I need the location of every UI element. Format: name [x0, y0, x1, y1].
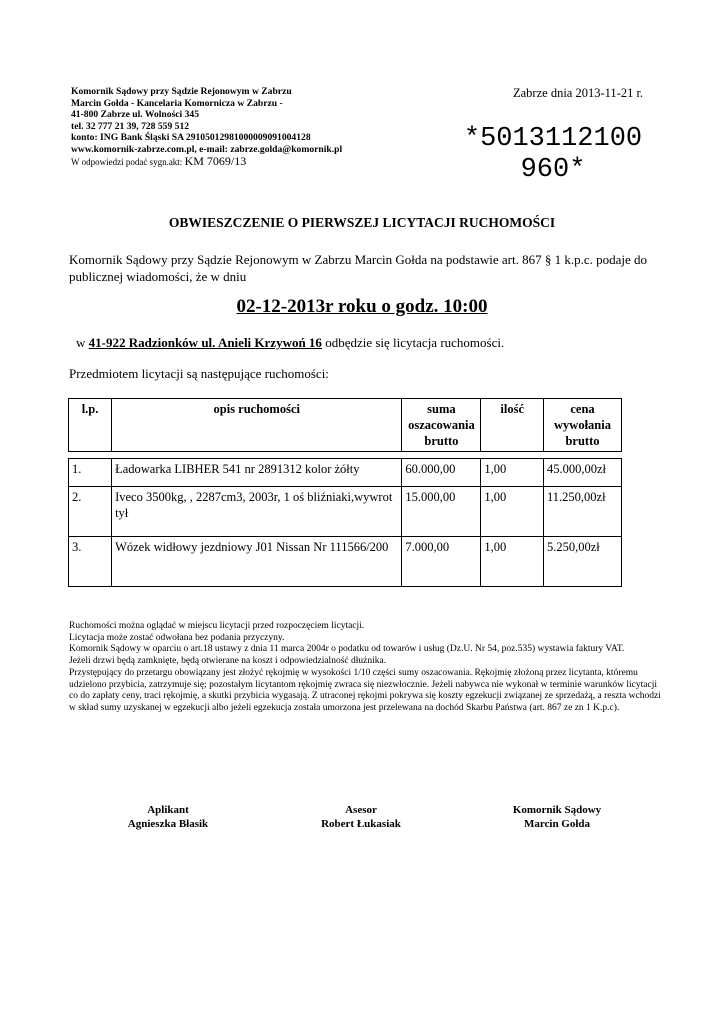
col-starting-price: cena wywołania brutto: [544, 399, 622, 452]
signature-name: Robert Łukasiak: [321, 818, 401, 830]
row-starting-price: 45.000,00zł: [544, 459, 622, 487]
location-prefix: w: [76, 335, 89, 350]
table-row: [69, 487, 622, 537]
signature-name: Agnieszka Błasik: [127, 818, 209, 830]
note-cancellation: Licytacja może zostać odwołana bez podania przyczyny.: [69, 632, 285, 643]
row-starting-price: 11.250,00zł: [544, 487, 622, 537]
auction-datetime: [0, 296, 724, 318]
signature-name: Marcin Gołda: [523, 818, 591, 830]
signature-applicant: [68, 803, 268, 831]
items-intro: Przedmiotem licytacji są następujące ruchomości:: [69, 366, 329, 381]
row-valuation: 60.000,00: [402, 459, 481, 487]
auction-datetime-text: 02-12-2013r roku o godz. 10:00: [236, 296, 488, 317]
note-doors: Jeżeli drzwi będą zamknięte, będą otwierane na koszt i odpowiedzialność dłużnika.: [69, 656, 387, 667]
row-quantity: 1,00: [481, 487, 544, 537]
row-starting-price: 5.250,00zł: [544, 537, 622, 587]
location-address: 41-922 Radzionków ul. Anieli Krzywoń 16: [88, 335, 322, 350]
row-valuation: 7.000,00: [402, 537, 481, 587]
table-row: [69, 537, 622, 587]
case-reference-label: W odpowiedzi podać sygn.akt:: [71, 156, 183, 167]
col-description: opis ruchomości: [112, 399, 402, 452]
items-table: [68, 458, 622, 587]
table-row: [69, 459, 622, 487]
col-lp: l.p.: [69, 399, 112, 452]
row-description: Iveco 3500kg, , 2287cm3, 2003r, 1 oś bliźniaki,wywrot tył: [112, 487, 402, 537]
intro-paragraph: Komornik Sądowy przy Sądzie Rejonowym w Zabrzu Marcin Gołda na podstawie art. 867 § 1 k.p.c. podaje do publicznej wiadomości, że w dniu: [69, 252, 648, 284]
barcode-text: [440, 124, 666, 186]
case-reference-number: KM 7069/13: [184, 153, 247, 168]
col-quantity: ilość: [481, 399, 544, 452]
row-lp: 3.: [69, 537, 112, 587]
col-valuation: suma oszacowania brutto: [402, 399, 481, 452]
row-description: Wózek widłowy jezdniowy J01 Nissan Nr 111566/200: [112, 537, 402, 587]
signature-role: Aplikant: [147, 804, 189, 816]
row-description: Ładowarka LIBHER 541 nr 2891312 kolor żółty: [112, 459, 402, 487]
auction-location: [76, 335, 504, 351]
signature-role: Komornik Sądowy: [512, 804, 602, 816]
row-quantity: 1,00: [481, 537, 544, 587]
office-owner: Marcin Gołda - Kancelaria Komornicza w Zabrzu -: [71, 97, 283, 109]
note-deposit: Przystępujący do przetargu obowiązany jest złożyć rękojmię w wysokości 1/10 części sumy oszacowania. Rękojmię złożoną przez licytanta, któremu udzielono przybicia, zatrzymuje się; pozostałym licytantom rękojmię zwraca się niezwłocznie. Jeżeli nabywca nie wykonał w terminie warunków licytacji co do zapłaty ceny, traci rękojmię, a skutki przybicia wygasają. Z utraconej rękojmi pokrywa się koszty egzekucji związanej ze sprzedażą, a reszta wchodzi w skład sumy uzyskanej w egzekucji albo jeżeli egzekucja została umorzona jest przelewana na dochód Skarbu Państwa (art. 867 ze zn 1 K.p.c).: [69, 667, 661, 713]
location-suffix: odbędzie się licytacja ruchomości.: [321, 335, 505, 350]
barcode-line-2: 960*: [520, 155, 586, 185]
document-title: OBWIESZCZENIE O PIERWSZEJ LICYTACJI RUCHOMOŚCI: [168, 215, 556, 230]
office-bank-account: konto: ING Bank Śląski SA 29105012981000009091004128: [71, 132, 311, 144]
row-lp: 1.: [69, 459, 112, 487]
header-row: [69, 399, 622, 452]
office-header: [71, 86, 342, 168]
office-web-email: www.komornik-zabrze.com.pl, e-mail: zabrze.golda@komornik.pl: [71, 143, 343, 155]
document-date: Zabrze dnia 2013-11-21 r.: [513, 86, 644, 100]
note-viewing: Ruchomości można oglądać w miejscu licytacji przed rozpoczęciem licytacji.: [69, 621, 365, 631]
case-reference: [71, 153, 342, 169]
row-lp: 2.: [69, 487, 112, 537]
office-address: 41-800 Zabrze ul. Wolności 345: [71, 109, 200, 121]
row-valuation: 15.000,00: [402, 487, 481, 537]
office-name: Komornik Sądowy przy Sądzie Rejonowym w Zabrzu: [71, 86, 292, 97]
signature-role: Asesor: [345, 804, 377, 816]
signature-assessor: [261, 803, 461, 831]
note-vat: Komornik Sądowy w oparciu o art.18 ustawy z dnia 11 marca 2004r o podatku od towarów i usług (Dz.U. Nr 54, poz.535) wystawia faktury VAT.: [69, 644, 625, 655]
signature-bailiff: [457, 803, 657, 831]
items-table-header: [68, 398, 622, 452]
office-phone: tel. 32 777 21 39, 728 559 512: [71, 120, 190, 132]
row-quantity: 1,00: [481, 459, 544, 487]
auction-terms: [69, 621, 664, 715]
barcode-line-1: *5013112100: [463, 124, 643, 154]
